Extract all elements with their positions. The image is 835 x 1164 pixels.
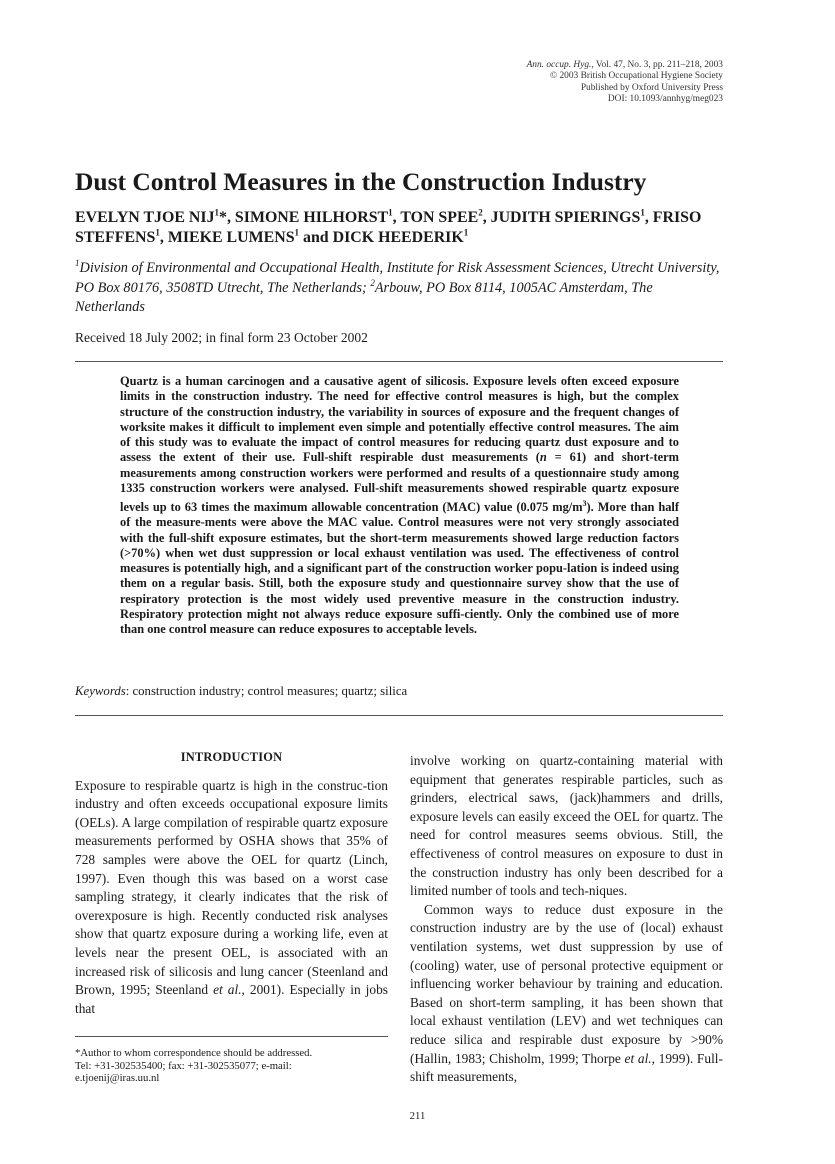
copyright-line: © 2003 British Occupational Hygiene Society (550, 71, 723, 82)
paragraph: Exposure to respirable quartz is high in the construc-tion industry and often exceeds occupational exposure limits (OELs). A large compilation of respirable quartz exposure measurements performed by OSHA shows that 35% of 728 samples were above the OEL for quartz (Linch, 1997). Even though this was based on a worst case sampling strategy, it clearly indicates that the risk of overexposure is high. Recently conducted risk analyses show that quartz exposure during a working life, even at levels near the present OEL, is associated with an increased risk of silicosis and lung cancer (Steenland and Brown, 1995; Steenland et al., 2001). Especially in jobs that (75, 777, 388, 1016)
author-name: TON SPEE (400, 209, 479, 226)
correspondence-footnote: *Author to whom correspondence should be addressed. Tel: +31-302535400; fax: +31-302535077; e-mail: e.tjoenij@iras.uu.nl (75, 1047, 388, 1085)
divider-top (75, 361, 723, 362)
author-name: FRISO STEFFENS (75, 209, 702, 246)
paper-title: Dust Control Measures in the Construction Industry (75, 167, 647, 196)
paragraph: involve working on quartz-containing material with equipment that generates respirable particles, such as grinders, electrical saws, (jack)hammers and drills, exposure levels can easily exceed the OEL for quartz. The need for control measures seems obvious. Still, the effectiveness of control measures on exposure to dust in the construction industry has only been described for a limited number of tools and tech-niques. (410, 753, 723, 899)
affiliations: $^1$Division of Environmental and Occupational Health, Institute for Risk Assessment Sciences, Utrecht University, PO Box 80176, 3508TD Utrecht, The Netherlands; $^2$Arbouw, PO Box 8114, 1005AC Amsterdam, The Netherlands (75, 258, 720, 316)
author-name: DICK HEEDERIK (332, 229, 464, 246)
section-heading: INTRODUCTION (180, 750, 283, 764)
body-column-right (410, 752, 723, 1087)
footnote-divider (75, 1036, 388, 1037)
publisher-line: Published by Oxford University Press (580, 82, 723, 93)
page-number: 211 (409, 1110, 426, 1122)
journal-citation (527, 60, 723, 106)
author-name: MIEKE LUMENS (167, 229, 295, 246)
keywords: Keywords: construction industry; control measures; quartz; silica (75, 684, 408, 698)
doi-line: DOI: 10.1093/annhyg/meg023 (607, 94, 723, 105)
body-column-left (75, 748, 388, 1018)
received-dates: Received 18 July 2002; in final form 23 October 2002 (75, 330, 368, 345)
email-link[interactable]: e.tjoenij@iras.uu.nl (75, 1072, 160, 1085)
abstract: Quartz is a human carcinogen and a causative agent of silicosis. Exposure levels often exceed exposure limits in the construction industry. The need for effective control measures is high, but the complex structure of the construction industry, the variability in sources of exposure and the frequent changes of worksite makes it difficult to implement even simple and potentially effective control measures. The aim of this study was to evaluate the impact of control measures for reducing quartz dust exposure and to assess the extent of their use. Full-shift respirable dust measurements (n = 61) and short-term measurements among construction workers were performed and results of a questionnaire study among 1335 construction workers were analysed. Full-shift measurements showed respirable quartz exposure levels up to 63 times the maximum allowable concentration (MAC) value (0.075 $mg/m^3$). More than half of the measure-ments were above the MAC value. Control measures were not very strongly associated with the full-shift exposure estimates, but the short-term measurements showed large reduction factors (>70%) when wet dust suppression or local exhaust ventilation was used. The effectiveness of control measures is potentially high, and a significant part of the construction worker popu-lation is indeed using them on a regular basis. Still, both the exposure study and questionnaire survey show that the use of respiratory protection is the most widely used preventive measure in the construction industry. Respiratory protection might not always reduce exposure suffi-ciently. Only the combined use of more than one control measure can reduce exposures to acceptable levels. (120, 374, 679, 637)
author-list: EVELYN TJOE NIJ$^1$*, SIMONE HILHORST$^1$, TON SPEE$^2$, JUDITH SPIERINGS$^1$, FRISO STEFFENS$^1$, MIEKE LUMENS$^1$ and DICK HEEDERIK$^1$ (75, 207, 702, 246)
divider-bottom (75, 715, 723, 716)
paragraph: Common ways to reduce dust exposure in the construction industry are by the use of (local) exhaust ventilation systems, wet dust suppression by use of (cooling) water, use of personal protective equipment or influencing worker behaviour by training and education. Based on short-term sampling, it has been shown that local exhaust ventilation (LEV) and wet techniques can reduce silica and respirable dust exposure by >90% (Hallin, 1983; Chisholm, 1999; Thorpe et al., 1999). Full-shift measurements, (410, 901, 723, 1085)
author-name: EVELYN TJOE NIJ (75, 209, 215, 226)
author-name: JUDITH SPIERINGS (490, 209, 641, 226)
author-name: SIMONE HILHORST (234, 209, 389, 226)
citation-line: Ann. occup. Hyg., Vol. 47, No. 3, pp. 211–218, 2003 (526, 60, 723, 70)
